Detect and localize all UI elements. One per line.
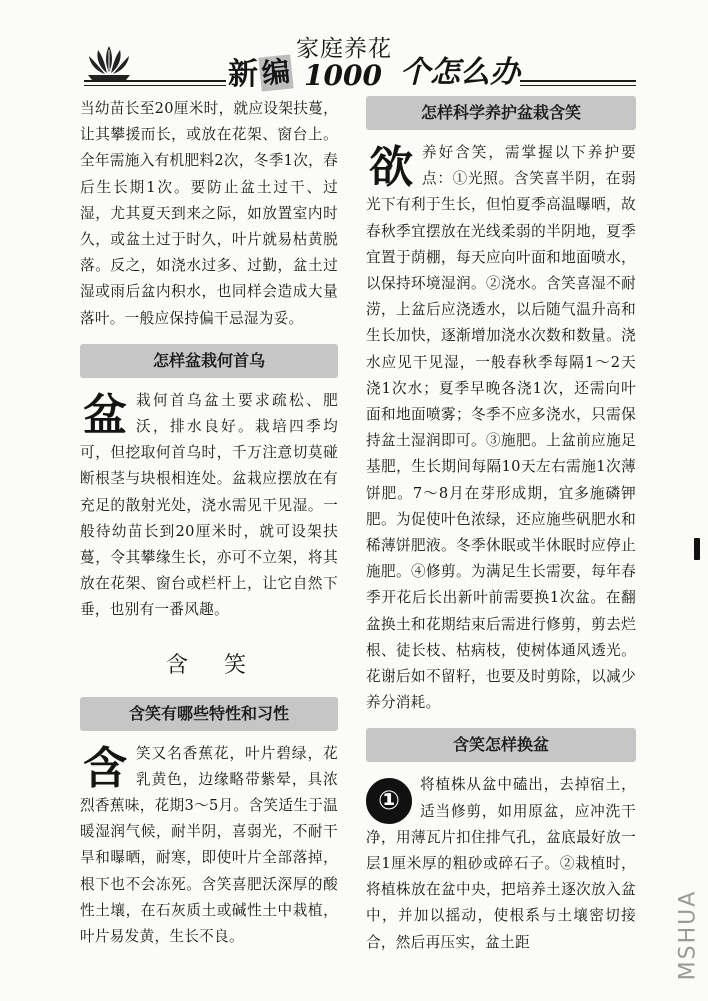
section-text-repotting: 将植株从盆中磕出，去掉宿土，适当修剪，如用原盆，应冲洗干净，用薄瓦片扣住排气孔，盆底最好放一层1厘米厚的粗砂或碎石子。②栽植时，将植株放在盆中央，把培养土逐次放入盆中，并加以摇动，使根系与土壤密切接合，然后再压实，盆土距 bbox=[366, 776, 636, 951]
section-text-habits: 笑又名香蕉花，叶片碧绿，花乳黄色，边缘略带紫晕，具浓烈香蕉味，花期3～5月。含笑适生于温暖湿润气候，耐半阴，喜弱光，不耐干旱和曝晒，耐寒，即使叶片全部落掉，根下也不会冻死。含笑喜肥沃深厚的酸性土壤，在石灰质土或碱性土中栽植，叶片易发黄，生长不良。 bbox=[80, 744, 338, 946]
intro-paragraph: 当幼苗长至20厘米时，就应设架扶蔓，让其攀援而长，或放在花架、窗台上。全年需施入有机肥料2次，冬季1次，春后生长期1次。要防止盆土过干、过湿，尤其夏天到来之际，如放置室内时久，或盆土过于时久，叶片就易枯黄脱落。反之，如浇水过多、过勤，盆土过湿或雨后盆内积水，也同样会造成大量落叶。一般应保持偏干忌湿为妥。 bbox=[80, 100, 338, 327]
header-rule-left-thin bbox=[84, 85, 226, 86]
drop-cap: 含 bbox=[83, 742, 127, 794]
section-body-habits bbox=[80, 741, 338, 951]
numbered-drop-cap: ① bbox=[366, 778, 412, 824]
header-rule-right bbox=[520, 80, 636, 82]
header-title-bian: 编 bbox=[258, 54, 293, 91]
section-heading-repotting: 含笑怎样换盆 bbox=[366, 728, 636, 762]
left-column bbox=[80, 96, 338, 950]
watermark-text: MSHUA bbox=[675, 889, 701, 981]
drop-cap: 欲 bbox=[369, 142, 413, 193]
header-title-end: 个怎么办 bbox=[400, 55, 520, 90]
header-title-number: 1000 bbox=[304, 59, 382, 92]
right-column bbox=[366, 96, 636, 956]
header-rule-right-thin bbox=[520, 85, 636, 86]
section-text-care: 养好含笑，需掌握以下养护要点：①光照。含笑喜半阴，在弱光下有利于生长，但怕夏季高温曝晒，故春秋季宜摆放在光线柔弱的半阴地，夏季宜置于荫棚，每天应向叶面和地面喷水，以保持环境湿润。②浇水。含笑喜湿不耐涝，上盆后应浇透水，以后随气温升高和生长加快，逐渐增加浇水次数和数量。浇水应见干见湿，一般春秋季每隔1～2天浇1次水；夏季早晚各浇1次，还需向叶面和地面喷雾；冬季不应多浇水，只需保持盆土湿润即可。③施肥。上盆前应施足基肥，生长期间每隔10天左右需施1次薄饼肥。7～8月在芽形成期，宜多施磷钾肥。为促使叶色浓绿，还应施些矾肥水和稀薄饼肥液。冬季休眠或半休眠时应停止施肥。④修剪。为满足生长需要，每年春季开花后长出新叶前需要换1次盆。在翻盆换土和花期结束后需进行修剪，剪去烂根、徒长枝、枯病枝，使树体通风透光。花谢后如不留籽，也要及时剪除，以减少养分消耗。 bbox=[366, 144, 636, 712]
drop-cap: 盆 bbox=[83, 389, 127, 441]
page-edge-mark bbox=[694, 538, 700, 560]
section-body-heshouwu bbox=[80, 388, 338, 624]
header-title-xin: 新 bbox=[228, 57, 258, 92]
section-heading-heshouwu: 怎样盆栽何首乌 bbox=[80, 344, 338, 378]
section-heading-habits: 含笑有哪些特性和习性 bbox=[80, 697, 338, 731]
plant-chapter-title: 含笑 bbox=[165, 652, 282, 678]
watermark bbox=[668, 880, 708, 990]
page-header bbox=[0, 0, 708, 100]
section-heading-care: 怎样科学养护盆栽含笑 bbox=[366, 96, 636, 130]
section-body-repotting bbox=[366, 772, 636, 955]
section-text-heshouwu: 栽何首乌盆土要求疏松、肥沃，排水良好。栽培四季均可，但挖取何首乌时，千万注意切莫碰断根茎与块根相连处。盆栽应摆放在有充足的散射光处，浇水需见干见湿。一般待幼苗长到20厘米时，就可设架扶蔓，令其攀缘生长，亦可不立架，将其放在花架、窗台或栏杆上，让它自然下垂，也别有一番风趣。 bbox=[80, 391, 338, 619]
section-body-care bbox=[366, 140, 636, 716]
lotus-logo-icon bbox=[84, 42, 134, 82]
header-series-name: 家庭养花 bbox=[296, 36, 392, 62]
